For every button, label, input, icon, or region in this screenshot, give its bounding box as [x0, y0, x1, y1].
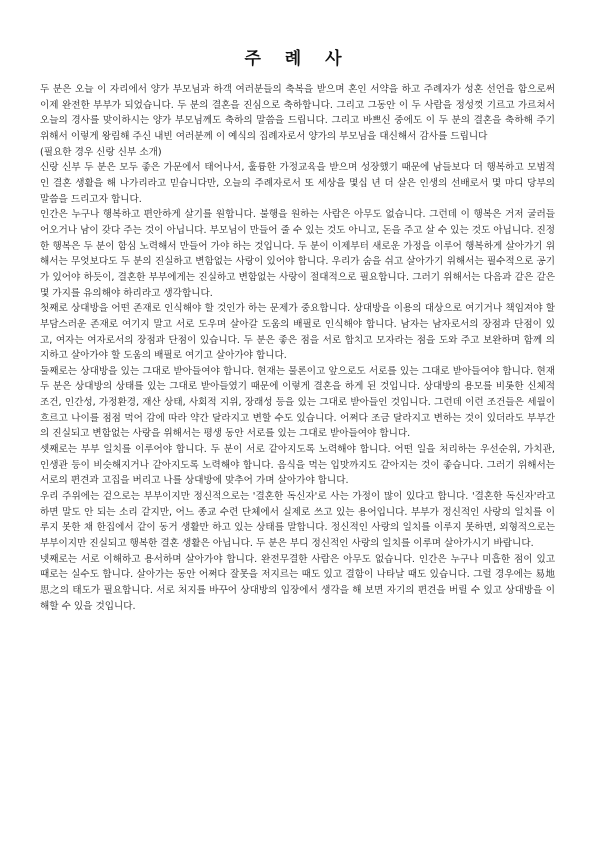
paragraph-fourth: 넷째로는 서로 이해하고 용서하며 살아가야 합니다. 완전무결한 사람은 아무도 없습니다. 인간은 누구나 미흡한 점이 있고 때로는 실수도 합니다. 살아가는 동안 어쩌다 잘못을 저지르는 때도 있고 결함이 나타날 때도 있습니다. 그럴 경우에는 易地思之의 태도가 필요합니다. 서로 처지를 바꾸어 상대방의 입장에서 생각을 해 보면 자기의 편견을 버릴 수 있고 상대방을 이해할 수 있을 것입니다.: [40, 553, 555, 612]
paragraph-second: 둘째로는 상대방을 있는 그대로 받아들여야 합니다. 현재는 물론이고 앞으로도 서로를 있는 그대로 받아들여야 합니다. 현재 두 분은 상대방의 상태를 있는 그대로 받아들였기 때문에 이렇게 결혼을 하게 된 것입니다. 상대방의 용모를 비롯한 신체적 조건, 인간성, 가정환경, 재산 상태, 사회적 지위, 장래성 등을 있는 그대로 받아들인 것입니다. 그런데 이런 조건들은 세월이 흐르고 나이를 점점 먹어 감에 따라 약간 달라지고 변할 수도 있습니다. 어쩌다 조금 달라지고 변하는 것이 있더라도 부부간의 진실되고 변함없는 사랑을 위해서는 평생 동안 서로를 있는 그대로 받아들여야 합니다.: [40, 365, 555, 440]
paragraph-first: 첫째로 상대방을 어떤 존재로 인식해야 할 것인가 하는 문제가 중요합니다. 상대방을 이용의 대상으로 여기거나 책임져야 할 부담스러운 존재로 여기지 말고 서로 도우며 살아갈 도움의 배필로 인식해야 합니다. 남자는 남자로서의 장점과 단점이 있고, 여자는 여자로서의 장점과 단점이 있습니다. 두 분은 좋은 점을 서로 합치고 모자라는 점을 도와 주고 보완하며 함께 의지하고 살아가야 할 도움의 배필로 여기고 살아가야 합니다.: [40, 303, 555, 362]
paragraph-third: 셋째로는 부부 일치를 이루어야 합니다. 두 분이 서로 같아지도록 노력해야 합니다. 어떤 일을 처리하는 우선순위, 가치관, 인생관 등이 비슷해지거나 같아지도록 노력해야 합니다. 음식을 먹는 입맛까지도 같아지는 것이 좋습니다. 그러기 위해서는 서로의 편견과 고집을 버리고 나를 상대방에 맞추어 가며 살아가야 합니다.: [40, 444, 555, 487]
paragraph-introduction-couple: 신랑 신부 두 분은 모두 좋은 가문에서 태어나서, 훌륭한 가정교육을 받으며 성장했기 때문에 남들보다 더 행복하고 모범적인 결혼 생활을 해 나가리라고 믿습니다만, 오늘의 주례자로서 또 세상을 몇십 년 더 살은 인생의 선배로서 몇 마디 당부의 말씀을 드리고자 합니다.: [40, 162, 555, 205]
document-body: [40, 82, 555, 614]
paragraph-married-single: 우리 주위에는 겉으로는 부부이지만 정신적으로는 '결혼한 독신자'로 사는 가정이 많이 있다고 합니다. '결혼한 독신자'라고 하면 말도 안 되는 소리 같지만, 어느 종교 수련 단체에서 실제로 쓰고 있는 용어입니다. 부부가 정신적인 사랑의 일치를 이루지 못한 채 한집에서 같이 동거 생활만 하고 있는 상태를 말합니다. 정신적인 사랑의 일치를 이루지 못하면, 외형적으로는 부부이지만 진실되고 행복한 결혼 생활은 아닙니다. 두 분은 부디 정신적인 사랑의 일치를 이루며 살아가시기 바랍니다.: [40, 491, 555, 550]
page-title: 주 례 사: [244, 49, 351, 69]
paragraph-note: (필요한 경우 신랑 신부 소개): [40, 146, 162, 158]
paragraph-happiness: 인간은 누구나 행복하고 편안하게 살기를 원합니다. 불행을 원하는 사람은 아무도 없습니다. 그런데 이 행복은 거저 굴러들어오거나 남이 갖다 주는 것이 아닙니다. 부모님이 만들어 줄 수 있는 것도 아니고, 돈을 주고 살 수 있는 것도 아닙니다. 진정한 행복은 두 분이 함심 노력해서 만들어 가야 하는 것입니다. 두 분이 이제부터 새로운 가정을 이루어 행복하게 살아가기 위해서는 무엇보다도 두 분의 진실하고 변함없는 사랑이 있어야 합니다. 우리가 숨을 쉬고 살아가기 위해서는 필수적으로 공기가 있어야 하듯이, 결혼한 부부에게는 진실하고 변함없는 사랑이 절대적으로 필요합니다. 그러기 위해서는 다음과 같은 같은 몇 가지를 유의해야 하리라고 생각합니다.: [40, 209, 555, 299]
paragraph-intro: 두 분은 오늘 이 자리에서 양가 부모님과 하객 여러분들의 축복을 받으며 혼인 서약을 하고 주례자가 성혼 선언을 함으로써 이제 완전한 부부가 되었습니다. 두 분의 결혼을 진심으로 축하합니다. 그리고 그동안 이 두 사람을 정성껏 기르고 가르쳐서 오늘의 경사를 맞이하시는 양가 부모님께도 축하의 말씀을 드립니다. 그리고 바쁘신 중에도 이 두 분의 결혼을 축하해 주기 위해서 이렇게 왕림해 주신 내빈 여러분께 이 예식의 집례자로서 양가의 부모님을 대신해서 감사를 드립니다: [40, 84, 555, 142]
